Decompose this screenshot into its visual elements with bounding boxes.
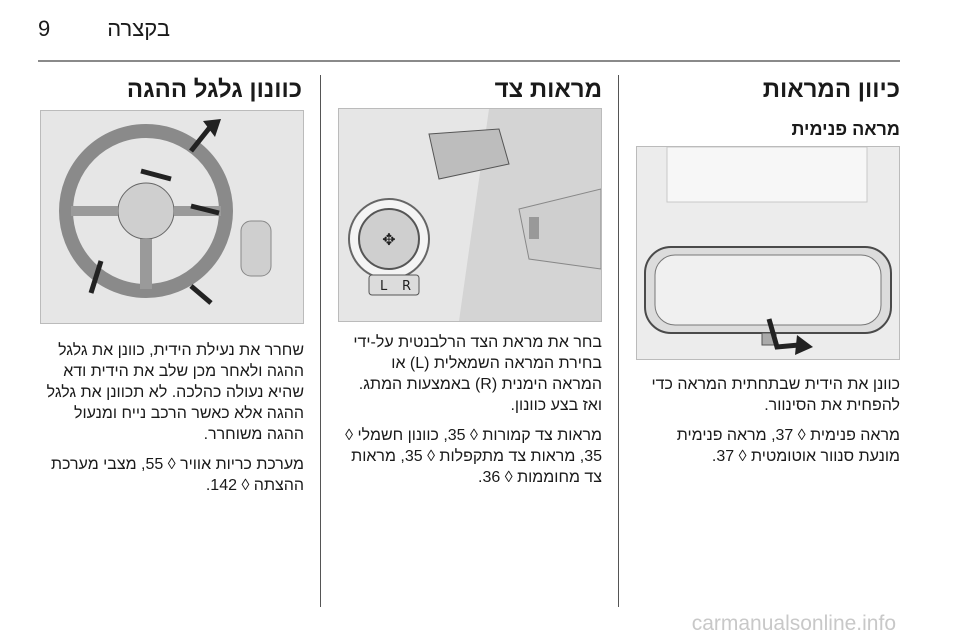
column-divider-right: [618, 75, 619, 607]
section-title-mirrors: כיוון המראות: [762, 76, 900, 103]
steering-wheel-drawing: [41, 111, 303, 323]
side-mirror-drawing: [339, 109, 601, 321]
section-title-steering-wheel: כוונון גלגל ההגה: [126, 76, 302, 103]
header-rule: [38, 60, 900, 62]
side-mirrors-text: [338, 332, 602, 497]
side-mirror-illustration: [338, 108, 602, 322]
watermark-text: carmanualsonline.info: [691, 612, 896, 635]
interior-mirror-paragraph-2: מראה פנימית ◊ 37, מראה פנימית מונעת סנוור אוטומטית ◊ 37.: [676, 427, 900, 465]
steering-wheel-paragraph-2: מערכת כריות אוויר ◊ 55, מצבי מערכת ההצתה ◊ 142.: [51, 456, 304, 494]
column-interior-mirror: [636, 75, 900, 140]
switch-label-right: R: [402, 279, 412, 294]
svg-text:✥: ✥: [382, 230, 396, 249]
steering-wheel-text: [40, 340, 304, 505]
interior-mirror-paragraph-1: כוונן את הידית שבתחתית המראה כדי להפחית את הסינוור.: [651, 376, 900, 414]
column-side-mirrors: [338, 75, 602, 105]
page-number: 9: [38, 16, 51, 41]
subsection-title-interior-mirror: מראה פנימית: [791, 119, 900, 139]
steering-wheel-paragraph-1: שחרר את נעילת הידית, כוונן את גלגל ההגה ולאחר מכן שלב את הידית ודא שהיא נעולה כהלכה. לא תכוונן את גלגל ההגה אלא כאשר הרכב נייח ומנעול ההגה משוחרר.: [46, 342, 304, 443]
side-mirrors-paragraph-2: מראות צד קמורות ◊ 35, כוונון חשמלי ◊ 35, מראות צד מתקפלות ◊ 35, מראות צד מחוממות ◊ 36.: [345, 427, 602, 486]
steering-wheel-illustration: [40, 110, 304, 324]
interior-mirror-drawing: [637, 147, 899, 359]
chapter-title: בקצרה: [107, 16, 170, 41]
interior-mirror-text: [636, 374, 900, 476]
section-title-side-mirrors: מראות צד: [494, 76, 602, 103]
column-divider-left: [320, 75, 321, 607]
column-steering-wheel: [40, 75, 302, 105]
side-mirrors-paragraph-1: בחר את מראת הצד הרלבנטית על-ידי בחירת המראה השמאלית (L) או המראה הימנית (R) באמצעות המתג. ואז בצע כוונון.: [353, 334, 602, 414]
interior-mirror-illustration: [636, 146, 900, 360]
page-header: [0, 0, 960, 62]
switch-label-left: L: [380, 279, 388, 294]
